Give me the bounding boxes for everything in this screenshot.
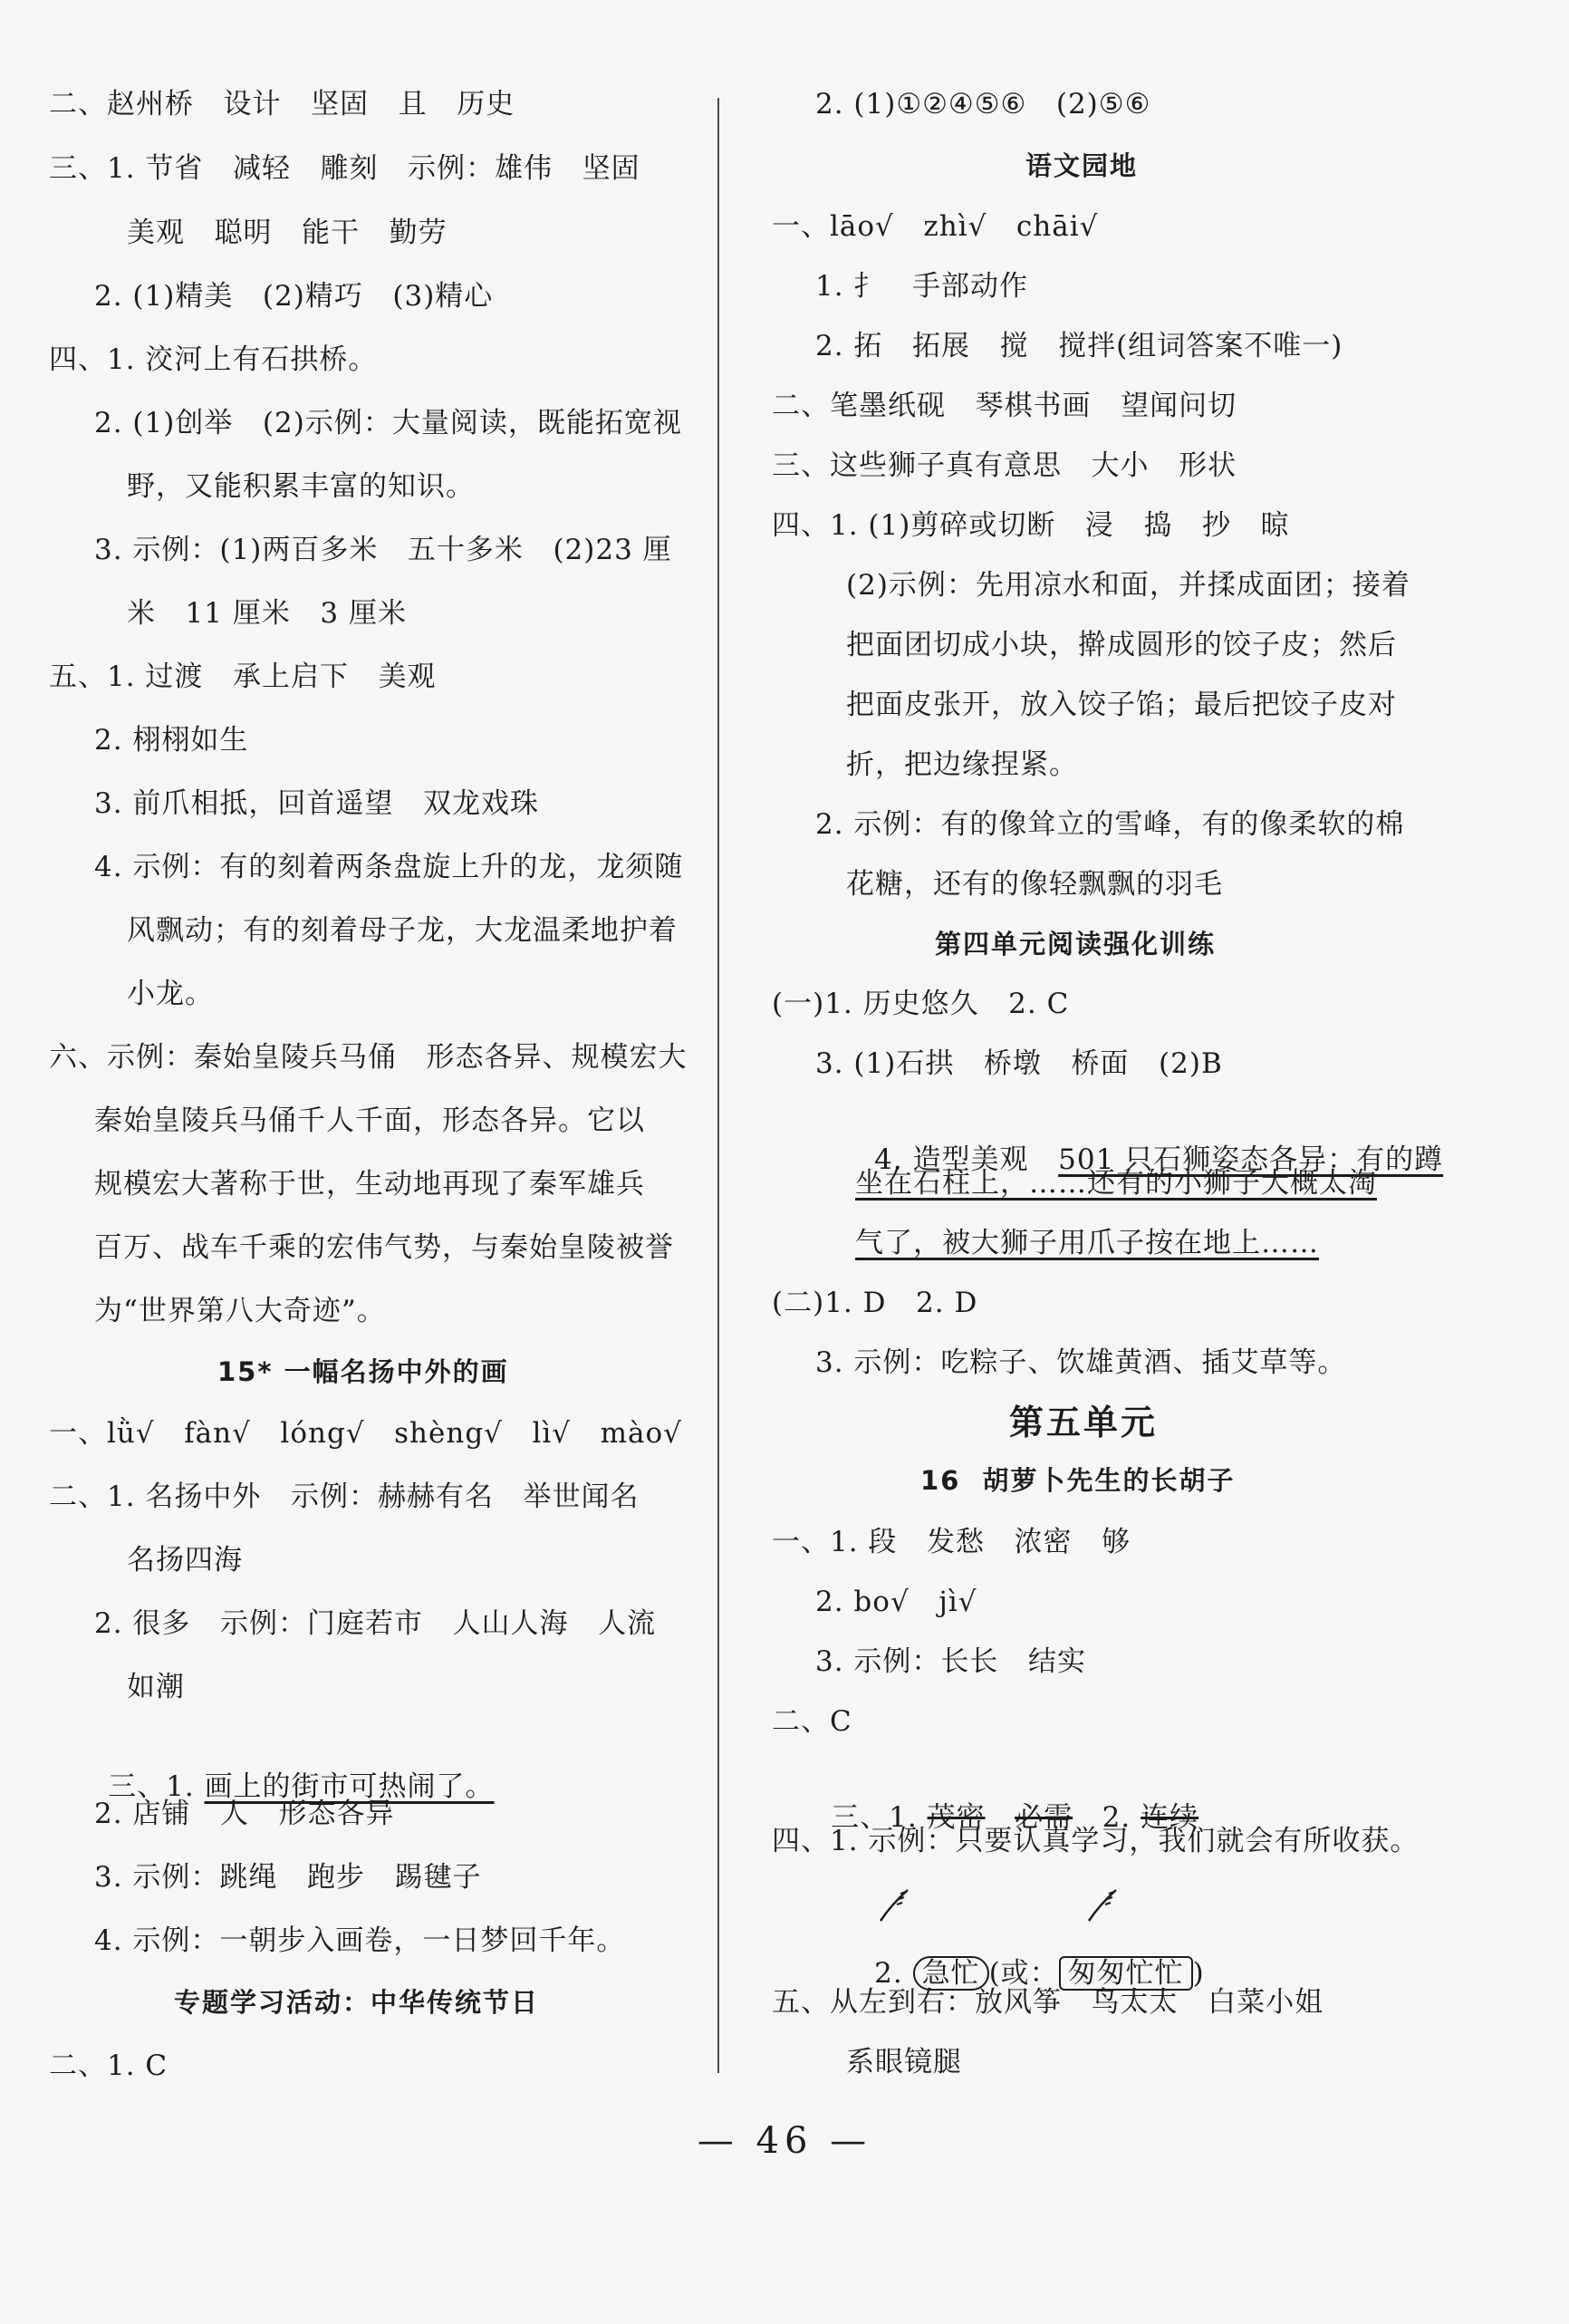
column-divider	[717, 98, 719, 2073]
answer-line: 如潮	[127, 1671, 185, 1703]
answer-line: 名扬四海	[127, 1544, 243, 1577]
alt-suffix: )	[1192, 1957, 1205, 1990]
answer-line: 秦始皇陵兵马俑千人千面，形态各异。它以	[94, 1104, 645, 1137]
answer-line: 三、1. 节省 减轻 雕刻 示例：雄伟 坚固	[49, 152, 640, 185]
answer-line: 二、赵州桥 设计 坚固 且 历史	[49, 88, 515, 121]
answer-line: (2)示例：先用凉水和面，并揉成面团；接着	[846, 569, 1410, 602]
page-number-value: 46	[756, 2120, 813, 2162]
page-number	[0, 2118, 1569, 2164]
answer-line: (二)1. D 2. D	[772, 1287, 978, 1319]
answer-line: 六、示例：秦始皇陵兵马俑 形态各异、规模宏大	[49, 1041, 688, 1074]
answer-line: 3. 示例：跳绳 跑步 踢毽子	[94, 1861, 482, 1894]
answer-line: 野，又能积累丰富的知识。	[127, 470, 475, 503]
alt-prefix: (或：	[988, 1957, 1059, 1990]
answer-line: 折，把边缘捏紧。	[846, 748, 1078, 781]
answer-line: 2. 店铺 人 形态各异	[94, 1798, 395, 1830]
answer-line: 三、这些狮子真有意思 大小 形状	[772, 449, 1237, 482]
answer-line: 一、lǜ√ fàn√ lóng√ shèng√ lì√ mào√	[49, 1417, 682, 1450]
answer-line: 3. 示例：(1)两百多米 五十多米 (2)23 厘	[94, 534, 672, 566]
answer-line: 2. 很多 示例：门庭若市 人山人海 人流	[94, 1607, 657, 1640]
lesson-heading: 16 胡萝卜先生的长胡子	[920, 1465, 1236, 1496]
circled-answer: 急忙	[913, 1956, 989, 1991]
answer-line: 2. (1)创举 (2)示例：大量阅读，既能拓宽视	[94, 407, 682, 439]
answer-number: 2.	[874, 1957, 913, 1990]
answer-line: 3. (1)石拱 桥墩 桥面 (2)B	[815, 1047, 1223, 1080]
section-heading: 语文园地	[1025, 150, 1139, 181]
corrected-word: 必需	[1015, 1801, 1073, 1834]
answer-line: 2. (1)①②④⑤⑥ (2)⑤⑥	[815, 88, 1151, 121]
answer-line: 4. 示例：一朝步入画卷，一日梦回千年。	[94, 1924, 626, 1957]
answer-line: 2. 拓 拓展 搅 搅拌(组词答案不唯一)	[815, 330, 1343, 362]
answer-line: 3. 示例：吃粽子、饮雄黄酒、插艾草等。	[815, 1346, 1347, 1379]
answer-line: (一)1. 历史悠久 2. C	[772, 988, 1070, 1020]
answer-line: 米 11 厘米 3 厘米	[127, 597, 408, 630]
answer-line: 把面团切成小块，擀成圆形的饺子皮；然后	[846, 629, 1397, 661]
answer-line: 二、1. C	[49, 2049, 168, 2082]
correction-mark-icon	[1085, 1885, 1121, 1923]
answer-line: 百万、战车千乘的宏伟气势，与秦始皇陵被誉	[94, 1231, 674, 1264]
corrected-word: 连续	[1141, 1801, 1199, 1834]
answer-line: 花糖，还有的像轻飘飘的羽毛	[846, 868, 1223, 901]
underlined-answer: 气了，被大狮子用爪子按在地上……	[855, 1227, 1319, 1259]
answer-line: 一、1. 段 发愁 浓密 够	[772, 1526, 1131, 1558]
unit-title: 第五单元	[1009, 1403, 1159, 1442]
answer-line: 规模宏大著称于世，生动地再现了秦军雄兵	[94, 1168, 645, 1201]
answer-number: 2.	[1073, 1801, 1141, 1834]
answer-number: 三、1.	[108, 1770, 205, 1803]
answer-line: 把面皮张开，放入饺子馅；最后把饺子皮对	[846, 689, 1397, 721]
answer-line: 五、1. 过渡 承上启下 美观	[49, 661, 437, 693]
answer-line: 四、1. 示例：只要认真学习，我们就会有所收获。	[772, 1825, 1420, 1857]
underlined-answer: 501 只石狮姿态各异：有的蹲	[1058, 1143, 1444, 1176]
answer-line: 3. 前爪相抵，回首遥望 双龙戏珠	[94, 787, 539, 820]
answer-line: 风飘动；有的刻着母子龙，大龙温柔地护着	[127, 914, 678, 947]
answer-line: 2. (1)精美 (2)精巧 (3)精心	[94, 280, 494, 313]
lesson-heading: 15* 一幅名扬中外的画	[217, 1356, 509, 1387]
answer-line: 美观 聪明 能干 勤劳	[127, 217, 448, 249]
underlined-answer: 画上的街市可热闹了。	[204, 1770, 495, 1803]
boxed-answer: 匆匆忙忙	[1059, 1956, 1193, 1991]
page-number-dash: —	[830, 2120, 872, 2162]
answer-number: 4. 造型美观	[874, 1143, 1059, 1176]
corrected-word: 茂密	[927, 1801, 986, 1834]
answer-line: 1. 扌 手部动作	[815, 270, 1028, 303]
section-heading: 第四单元阅读强化训练	[935, 929, 1217, 959]
answer-line: 3. 示例：长长 结实	[815, 1645, 1086, 1678]
answer-line: 二、1. 名扬中外 示例：赫赫有名 举世闻名	[49, 1480, 640, 1513]
answer-line: 2. bo√ jì√	[815, 1586, 977, 1618]
page-number-dash: —	[697, 2120, 739, 2162]
answer-number: 三、1.	[831, 1801, 928, 1834]
section-heading: 专题学习活动：中华传统节日	[174, 1987, 540, 2018]
answer-line: 四、1. 洨河上有石拱桥。	[49, 343, 378, 376]
answer-line: 2. 栩栩如生	[94, 724, 249, 757]
answer-line: 为“世界第八大奇迹”。	[94, 1295, 386, 1327]
answer-line: 4. 示例：有的刻着两条盘旋上升的龙，龙须随	[94, 851, 684, 883]
correction-mark-icon	[877, 1885, 913, 1923]
answer-line: 二、笔墨纸砚 琴棋书画 望闻问切	[772, 390, 1237, 422]
underlined-answer: 坐在石柱上，……还有的小狮子大概太淘	[855, 1167, 1377, 1200]
answer-line: 二、C	[772, 1705, 852, 1738]
answer-line: 一、lāo√ zhì√ chāi√	[772, 210, 1099, 243]
answer-line: 五、从左到右：放风筝 鸟太太 白菜小姐	[772, 1986, 1324, 2019]
answer-line: 2. 示例：有的像耸立的雪峰，有的像柔软的棉	[815, 808, 1405, 841]
answer-line: 四、1. (1)剪碎或切断 浸 捣 抄 晾	[772, 509, 1290, 542]
answer-line: 小龙。	[127, 978, 214, 1010]
answer-line: 系眼镜腿	[846, 2046, 962, 2078]
